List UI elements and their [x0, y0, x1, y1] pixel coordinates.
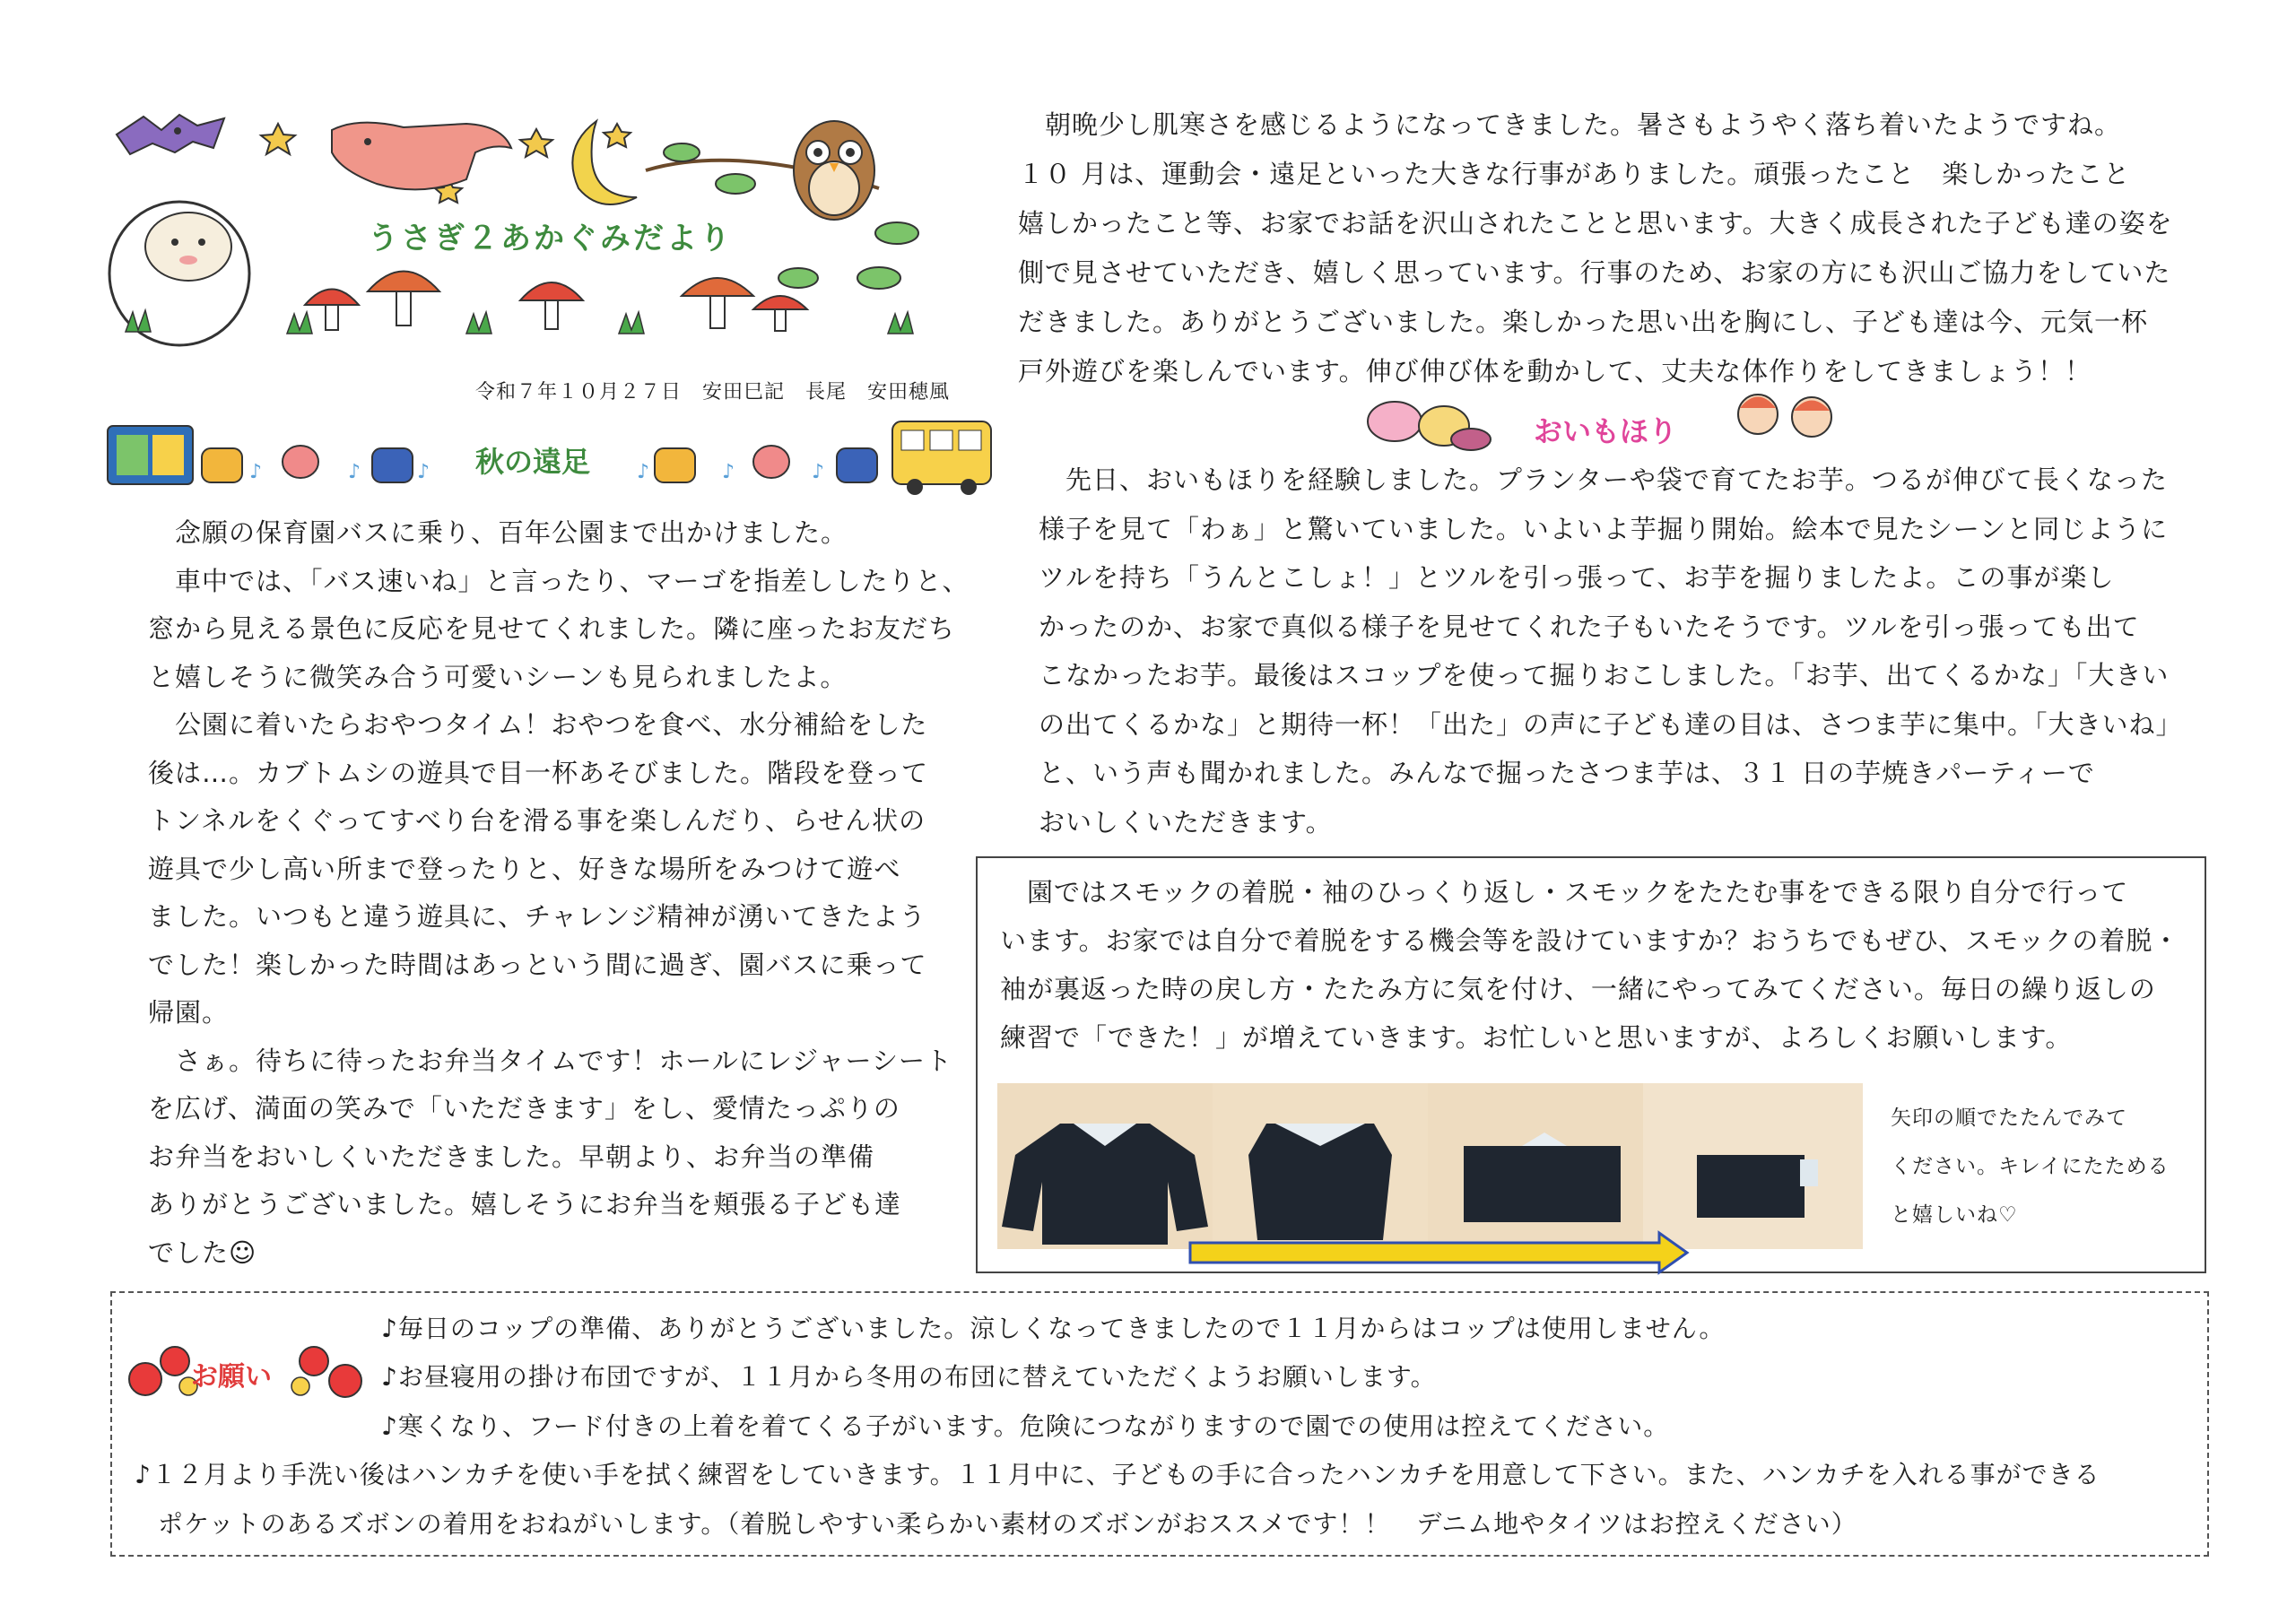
smock-photo-2: [1213, 1083, 1428, 1249]
bag-icon: [655, 448, 695, 482]
smock-line: 袖が裏返った時の戻し方・たたみ方に気を付け、一緒にやってみてください。毎日の繰り返しの: [1000, 974, 2156, 1004]
excursion-line: 車中では、「バス速いね」と言ったり、マーゴを指差ししたりと、: [148, 565, 970, 596]
smock-caption: [1891, 1094, 2170, 1239]
excursion-line: ました。いつもと違う遊具に、チャレンジ精神が湧いてきたよう: [148, 901, 926, 932]
svg-text:♪: ♪: [348, 461, 361, 483]
digging-body: [1039, 456, 2183, 846]
excursion-line: と嬉しそうに微笑み合う可愛いシーンも見られましたよ。: [148, 661, 848, 692]
excursion-line: 帰園。: [148, 997, 230, 1028]
excursion-line: 後は…。カブトムシの遊具で目一杯あそびました。階段を登って: [148, 757, 929, 788]
digging-line: 様子を見て「わぁ」と驚いていました。いよいよ芋掘り開始。絵本で見たシーンと同じように: [1039, 513, 2169, 544]
newsletter-title: うさぎ２あかぐみだより: [368, 221, 733, 256]
smock-line: います。お家では自分で着脱をする機会等を設けていますか？おうちでもぜひ、スモックの着脱・: [1000, 925, 2180, 956]
request-item: ♪寒くなり、フード付きの上着を着てくる子がいます。危険につながりますので園での使用は控えてください。: [381, 1411, 1670, 1441]
smock-photo-1: [997, 1083, 1213, 1249]
flying-squirrel-icon: [332, 123, 511, 190]
intro-line: 嬉しかったこと等、お家でお話を沢山されたことと思います。大きく成長された子ども達の姿を: [1018, 208, 2173, 239]
intro-line: 戸外遊びを楽しんでいます。伸び伸び体を動かして、丈夫な体作りをしてきましょう！！: [1018, 356, 2092, 386]
intro-body: [1018, 100, 2173, 396]
children-icon: [1738, 395, 1831, 437]
svg-text:♪: ♪: [637, 461, 650, 483]
excursion-title: 秋の遠足: [475, 445, 591, 479]
intro-line: 朝晩少し肌寒さを感じるようになってきました。暑さもようやく落ち着いたようですね。: [1018, 109, 2122, 140]
intro-line: １０ 月は、運動会・遠足といった大きな行事がありました。頑張ったこと 楽しかったこと: [1018, 159, 2131, 189]
owl-icon: [794, 121, 874, 220]
excursion-line: でした☺: [148, 1237, 257, 1268]
mushroom-icon: [305, 272, 807, 332]
bat-icon: [117, 115, 224, 154]
digging-line: ツルを持ち「うんとこしょ！」とツルを引っ張って、お芋を掘りましたよ。この事が楽し: [1039, 562, 2115, 593]
request-item: ♪お昼寝用の掛け布団ですが、１１月から冬用の布団に替えていただくようお願いします。: [381, 1362, 1437, 1392]
requests-title: お願い: [191, 1361, 272, 1393]
digging-line: こなかったお芋。最後はスコップを使って掘りおこしました。「お芋、出てくるかな」「大きい: [1039, 660, 2170, 690]
excursion-line: お弁当をおいしくいただきました。早朝より、お弁当の準備: [148, 1141, 875, 1172]
grass-icon: [126, 310, 913, 334]
request-item: ♪毎日のコップの準備、ありがとうございました。涼しくなってきましたので１１月からはコップは使用しません。: [381, 1314, 1726, 1343]
octopus-icon: [753, 446, 789, 478]
smock-line: 園ではスモックの着脱・袖のひっくり返し・スモックをたたむ事をできる限り自分で行って: [1000, 877, 2129, 907]
digging-line: と、いう声も聞かれました。みんなで掘ったさつま芋は、３１ 日の芋焼きパーティーで: [1039, 758, 2095, 788]
smock-body: [1000, 868, 2179, 1062]
digging-line: おいしくいただきます。: [1039, 806, 1333, 838]
excursion-line: 遊具で少し高い所まで登ったりと、好きな場所をみつけて遊べ: [148, 853, 901, 884]
request-item: ポケットのあるズボンの着用をおねがいします。（着脱しやすい柔らかい素材のズボンがおススメです！！ デニム地やタイツはお控えください）: [158, 1509, 1857, 1539]
excursion-line: ありがとうございました。嬉しそうにお弁当を頬張る子ども達: [148, 1189, 902, 1219]
smock-photo-3: [1428, 1083, 1643, 1249]
animals-digging-icon: [1368, 402, 1491, 450]
digging-title: おいもほり: [1534, 414, 1678, 448]
svg-text:♪: ♪: [417, 461, 430, 483]
intro-line: 側で見させていただき、嬉しく思っています。行事のため、お家の方にも沢山ご協力をしていた: [1018, 257, 2171, 288]
backpack-icon: [372, 448, 413, 482]
svg-text:♪: ♪: [249, 461, 263, 483]
digging-line: 先日、おいもほりを経験しました。プランターや袋で育てたお芋。つるが伸びて長くなった: [1039, 464, 2168, 495]
excursion-body: [148, 509, 970, 1277]
excursion-line: 公園に着いたらおやつタイム！おやつを食べ、水分補給をした: [148, 709, 928, 740]
caption-line: 矢印の順でたたんでみて: [1891, 1107, 2127, 1130]
digging-line: の出てくるかな」と期待一杯！「出た」の声に子ども達の目は、さつま芋に集中。「大きいね」: [1039, 708, 2183, 740]
request-item: ♪１２月より手洗い後はハンカチを使い手を拭く練習をしていきます。１１月中に、子どもの手に合ったハンカチを用意して下さい。また、ハンカチを入れる事ができる: [135, 1460, 2100, 1489]
lunchbox-icon: [108, 426, 193, 484]
bag-icon: [202, 448, 242, 482]
fold-order-arrow: [1188, 1230, 1691, 1275]
excursion-line: トンネルをくぐってすべり台を滑る事を楽しんだり、らせん状の: [148, 805, 926, 836]
excursion-line: 窓から見える景色に反応を見せてくれました。隣に座ったお友だち: [148, 613, 956, 644]
caption-line: ください。キレイにたためる: [1891, 1155, 2170, 1178]
intro-line: だきました。ありがとうございました。楽しかった思い出を胸にし、子ども達は今、元気一杯: [1018, 307, 2149, 337]
excursion-line: でした！楽しかった時間はあっという間に過ぎ、園バスに乗って: [148, 949, 927, 980]
octopus-icon: [283, 446, 318, 478]
date-line: 令和７年１０月２７日 安田巳記 長尾 安田穂風: [475, 381, 951, 404]
caption-line: と嬉しいね♡: [1891, 1203, 2018, 1227]
excursion-line: を広げ、満面の笑みで「いただきます」をし、愛情たっぷりの: [148, 1093, 900, 1124]
digging-line: かったのか、お家で真似る様子を見せてくれた子もいたそうです。ツルを引っ張っても出て: [1039, 611, 2140, 642]
svg-text:♪: ♪: [812, 461, 825, 483]
smock-line: 練習で「できた！」が増えていきます。お忙しいと思いますが、よろしくお願いします。: [1000, 1022, 2073, 1053]
excursion-line: さぁ。待ちに待ったお弁当タイムです！ホールにレジャーシート: [148, 1045, 952, 1076]
bus-icon: [892, 421, 991, 495]
smock-photo-4: [1643, 1083, 1863, 1249]
excursion-line: 念願の保育園バスに乗り、百年公園まで出かけました。: [148, 517, 848, 548]
backpack-icon: [837, 448, 877, 482]
svg-text:♪: ♪: [722, 461, 735, 483]
